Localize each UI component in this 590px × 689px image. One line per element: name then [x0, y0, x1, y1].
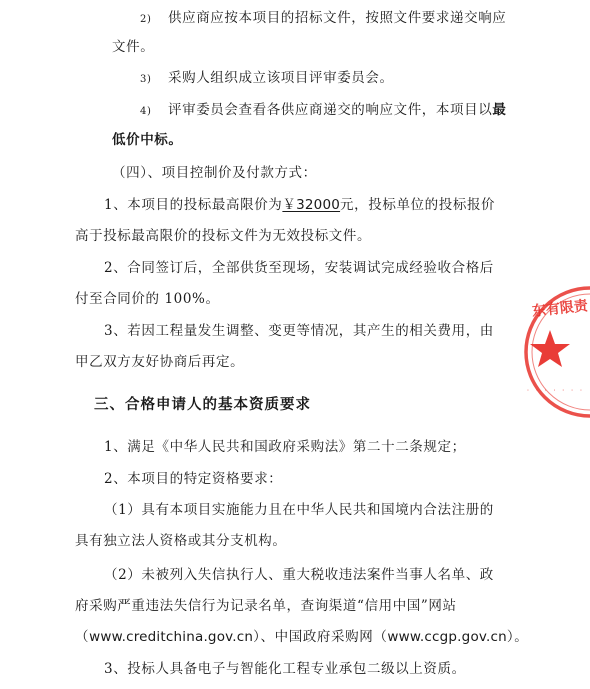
payment-1-suffix: 元，投标单位的投标报价: [340, 197, 496, 213]
payment-1-line-2: 高于投标最高限价的投标文件为无效投标文件。: [75, 228, 372, 244]
qualification-2-2-line-1: （2）未被列入失信执行人、重大税收违法案件当事人名单、政: [104, 567, 494, 583]
item-4-number: 4): [140, 106, 152, 117]
svg-text:· · · · · · ·: · · · · · · ·: [526, 386, 584, 394]
ccgp-link[interactable]: www.ccgp.gov.cn: [387, 629, 507, 645]
item-3-number: 3): [140, 74, 152, 85]
qualification-1: 1、满足《中华人民共和国政府采购法》第二十二条规定；: [104, 439, 466, 455]
payment-3-line-1: 3、若因工程量发生调整、变更等情况，其产生的相关费用，由: [104, 323, 494, 339]
item-2-line-2: 文件。: [112, 39, 155, 55]
company-seal-icon: [520, 282, 590, 422]
section-3-heading: 三、合格申请人的基本资质要求: [94, 397, 311, 413]
item-2-number: 2): [140, 14, 152, 25]
item-3-line: [140, 69, 394, 89]
section-4-title: （四）、项目控制价及付款方式：: [112, 165, 317, 181]
paren-close: ）。: [506, 629, 529, 645]
payment-3-line-2: 甲乙双方友好协商后再定。: [75, 354, 245, 370]
payment-1-line-1: [104, 196, 495, 214]
creditchina-link[interactable]: www.creditchina.gov.cn: [89, 629, 254, 645]
payment-1-prefix: 1、本项目的投标最高限价为: [104, 197, 283, 213]
star-icon: [530, 330, 570, 367]
item-4-bold-1: 最: [492, 102, 507, 118]
seal-graphic: [520, 282, 590, 422]
qualification-2-2-line-3: [75, 628, 528, 646]
seal-text: 东有限责: [531, 298, 589, 320]
qualification-3: 3、投标人具备电子与智能化工程专业承包二级以上资质。: [104, 661, 466, 677]
payment-2-line-2: 付至合同价的 100%。: [75, 291, 220, 307]
item-2-text: 供应商应按本项目的招标文件，按照文件要求递交响应: [168, 10, 507, 26]
payment-2-line-1: 2、合同签订后，全部供货至现场，安装调试完成经验收合格后: [104, 260, 494, 276]
paren-open: （: [75, 629, 90, 645]
item-2-line-1: [140, 9, 506, 29]
payment-1-price: ￥32000: [282, 197, 341, 213]
item-3-text: 采购人组织成立该项目评审委员会。: [168, 70, 394, 86]
ccgp-label: ）、中国政府采购网（: [253, 629, 388, 645]
item-4-text: 评审委员会查看各供应商递交的响应文件，本项目以: [168, 102, 493, 118]
qualification-2: 2、本项目的特定资格要求：: [104, 471, 283, 487]
item-4-line-1: [140, 101, 506, 121]
qualification-2-1-line-2: 具有独立法人资格或其分支机构。: [75, 533, 287, 549]
qualification-2-2-line-2: 府采购严重违法失信行为记录名单，查询渠道“信用中国”网站: [75, 598, 457, 614]
item-4-line-2: 低价中标。: [112, 132, 183, 148]
qualification-2-1-line-1: （1）具有本项目实施能力且在中华人民共和国境内合法注册的: [104, 502, 494, 518]
